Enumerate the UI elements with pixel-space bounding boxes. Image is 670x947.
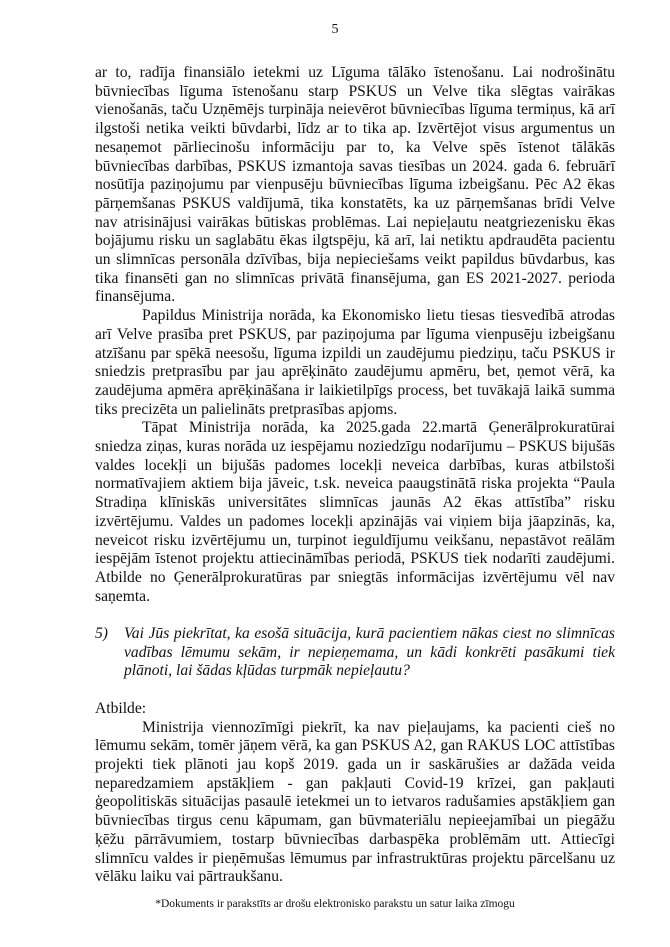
answer-text: Ministrija viennozīmīgi piekrīt, ka nav pieļaujams, ka pacienti cieš no lēmumu sekām, tomēr jāņem vērā, ka gan PSKUS A2, gan RAKUS LOC attīstības projekti tiek plānoti jau kopš 2019. gada un ir saskārušies ar dažāda veida neparedzamiem apstākļiem - gan pakļauti Covid-19 krīzei, gan pakļauti ģeopolitiskās situācijas pasaulē ietekmei un to ietvaros radušamies apstākļiem gan būvniecības tirgus cenu kāpumam, gan būvmateriālu nepieejamībai un piegāžu ķēžu pārrāvumiem, tostarp būvniecības darbaspēka problēmām utt. Attiecīgi slimnīcu valdes ir pieņēmušas lēmumus par infrastruktūras projektu pārcelšanu uz vēlāku laiku vai pārtraukšanu. [95, 718, 615, 886]
document-body [95, 64, 615, 887]
page-number: 5 [331, 22, 339, 37]
question-number: 5) [95, 625, 108, 643]
question-text: Vai Jūs piekrītat, ka esošā situācija, kurā pacientiem nākas ciest no slimnīcas vadības lēmumu sekām, ir nepieņemama, un kādi konkrēti pasākumi tiek plānoti, lai šādas kļūdas turpmāk nepieļautu? [124, 625, 615, 680]
paragraph-prosecutor-report: Tāpat Ministrija norāda, ka 2025.gada 22.martā Ģenerālprokuratūrai sniedza ziņas, kuras norāda uz iespējamu noziedzīgu nodarījumu – PSKUS bijušās valdes locekļi un bijušās padomes locekļi neveica darbības, kuras atbilstoši normatīvajiem aktiem bija jāveic, t.sk. neveica paaugstinātā riska projekta “Paula Stradiņa klīniskās universitātes slimnīcas jaunās A2 ēkas attīstība” risku izvērtējumu. Valdes un padomes locekļi apzinājās vai viņiem bija jāapzinās, ka, neveicot risku izvērtējumu un, turpinot ieguldījumu veikšanu, nepastāvot reālām iespējām īstenot projektu attiecināmības periodā, PSKUS tiek nodarīti zaudējumi. Atbilde no Ģenerālprokuratūras par sniegtās informācijas izvērtējumu vēl nav saņemta. [95, 419, 615, 605]
question-5 [95, 625, 615, 681]
paragraph-contract-termination: ar to, radīja finansiālo ietekmi uz Līguma tālāko īstenošanu. Lai nodrošinātu būvniecības līguma īstenošanu starp PSKUS un Velve tika slēgtas vairākas vienošanās, taču Uzņēmējs turpināja neievērot būvniecības līguma termiņus, kā arī ilgstoši netika veikti būvdarbi, līdz ar to tika ap. Izvērtējot visus argumentus un nesaņemot pārliecinošu informāciju par to, ka Velve spēs īstenot tālākās būvniecības darbības, PSKUS izmantoja savas tiesības un 2024. gada 6. februārī nosūtīja paziņojumu par vienpusēju būvniecības līguma izbeigšanu. Pēc A2 ēkas pārņemšanas PSKUS valdījumā, tika konstatēts, ka uz pārņemšanas brīdi Velve nav atrisinājusi vairākas būtiskas problēmas. Lai nepieļautu neatgriezenisku ēkas bojājumu risku un saglabātu ēkas ilgtspēju, kā arī, lai netiktu apdraudēta pacientu un slimnīcas personāla dzīvības, bija nepieciešams veikt papildus būvdarbus, kas tika finansēti gan no slimnīcas privātā finansējuma, gan ES 2021-2027. perioda finansējuma. [95, 64, 615, 306]
answer-label: Atbilde: [95, 699, 147, 717]
signature-footnote: *Dokuments ir parakstīts ar drošu elektronisko parakstu un satur laika zīmogu [155, 898, 515, 910]
paragraph-court-proceedings: Papildus Ministrija norāda, ka Ekonomisko lietu tiesas tiesvedībā atrodas arī Velve prasība pret PSKUS, par paziņojuma par līguma vienpusēju izbeigšanu atzīšanu par spēkā neesošu, līguma izpildi un zaudējumu piedziņu, taču PSKUS ir sniedzis pretprasību par jau aprēķināto zaudējumu apmēru, bet, ņemot vērā, ka zaudējuma apmēra aprēķināšana ir laikietilpīgs process, bet tuvākajā laikā summa tiks precizēta un palielināts pretprasības apjoms. [95, 307, 615, 418]
